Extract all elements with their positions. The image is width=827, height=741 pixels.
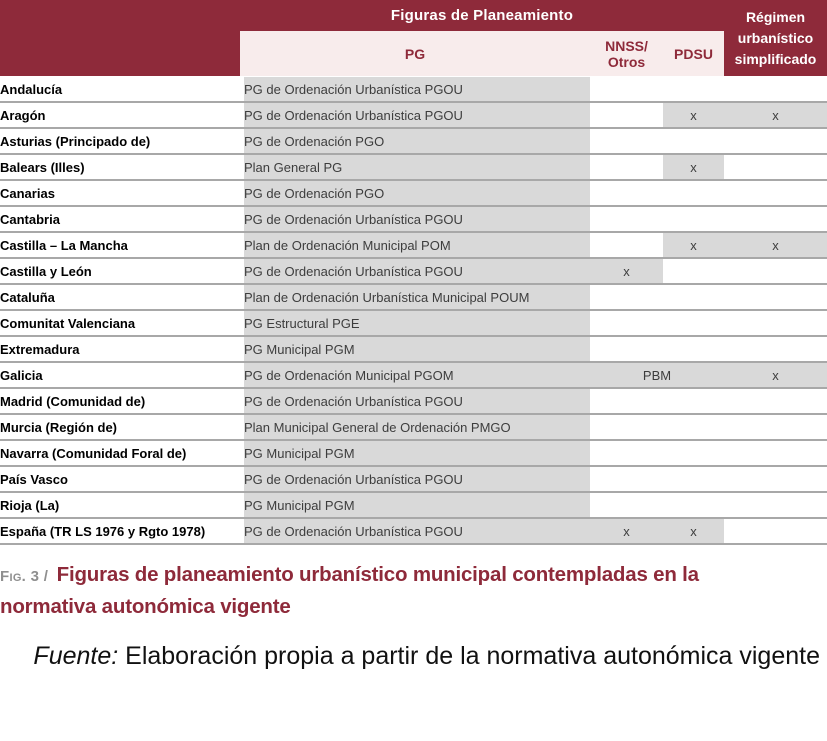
region-name-cell: Asturias (Principado de) [0,128,240,154]
mark-cell: x [663,232,724,258]
table-row [0,440,827,466]
mark-cell [724,336,827,362]
mark-cell [590,102,663,128]
mark-cell [724,180,827,206]
pg-figure-cell: PG de Ordenación Urbanística PGOU [244,388,590,414]
table-header [0,0,827,76]
region-name-cell: Cantabria [0,206,240,232]
column-header-nnss-otros [590,31,663,76]
pg-figure-cell: PG de Ordenación Urbanística PGOU [244,206,590,232]
table-row [0,154,827,180]
mark-cell: x [724,362,827,388]
region-name-cell: Castilla – La Mancha [0,232,240,258]
region-name-cell: Galicia [0,362,240,388]
table-row [0,232,827,258]
mark-cell: x [724,232,827,258]
mark-cell [590,180,663,206]
mark-cell [663,180,724,206]
mark-cell [724,414,827,440]
mark-cell [590,128,663,154]
mark-cell [724,284,827,310]
mark-cell [724,518,827,544]
pg-figure-cell: PG de Ordenación Urbanística PGOU [244,77,590,102]
source-note [0,640,820,673]
pg-figure-cell: PG de Ordenación Urbanística PGOU [244,258,590,284]
mark-cell [724,388,827,414]
mark-cell [663,336,724,362]
pg-figure-cell: Plan de Ordenación Municipal POM [244,232,590,258]
pg-figure-cell: Plan General PG [244,154,590,180]
planning-figures-table [0,77,827,545]
column-header-pdsu: PDSU [674,45,713,62]
mark-cell [590,206,663,232]
pg-figure-cell: PG Municipal PGM [244,440,590,466]
pg-figure-cell: PG Estructural PGE [244,310,590,336]
mark-cell [724,466,827,492]
source-label: Fuente: [33,642,119,670]
pg-figure-cell: PG de Ordenación Urbanística PGOU [244,518,590,544]
table-row [0,258,827,284]
mark-cell [724,206,827,232]
table-row [0,310,827,336]
figure-title: Figuras de planeamiento urbanístico municipal contempladas en la normativa autonómica vigente [0,563,699,618]
nnss-line1: NNSS/ [605,37,648,54]
region-name-cell: España (TR LS 1976 y Rgto 1978) [0,518,240,544]
region-name-cell: Aragón [0,102,240,128]
region-name-cell: Andalucía [0,77,240,102]
region-name-cell: Extremadura [0,336,240,362]
mark-cell [724,258,827,284]
pg-figure-cell: PG Municipal PGM [244,336,590,362]
table-row [0,180,827,206]
table-row [0,336,827,362]
region-name-cell: País Vasco [0,466,240,492]
mark-cell [663,258,724,284]
region-name-cell: Cataluña [0,284,240,310]
mark-cell [724,77,827,102]
mark-cell [663,466,724,492]
mark-cell [590,466,663,492]
mark-cell [724,128,827,154]
mark-cell [590,440,663,466]
figure-caption [0,560,800,624]
mark-cell: x [663,518,724,544]
table-row [0,206,827,232]
region-name-cell: Canarias [0,180,240,206]
figure-number: Fig. 3 / [0,568,49,585]
region-name-cell: Navarra (Comunidad Foral de) [0,440,240,466]
table-row [0,466,827,492]
mark-cell [663,414,724,440]
table-row [0,492,827,518]
mark-cell [663,77,724,102]
region-name-cell: Comunitat Valenciana [0,310,240,336]
mark-cell [724,310,827,336]
mark-cell: PBM [590,362,724,388]
region-name-cell: Balears (Illes) [0,154,240,180]
table-row [0,284,827,310]
mark-cell [590,336,663,362]
mark-cell [663,440,724,466]
nnss-line2: Otros [607,53,646,70]
mark-cell [663,284,724,310]
mark-cell: x [590,518,663,544]
mark-cell: x [724,102,827,128]
pg-figure-cell: PG de Ordenación Urbanística PGOU [244,102,590,128]
mark-cell [590,414,663,440]
mark-cell [663,206,724,232]
mark-cell [590,388,663,414]
table-row [0,77,827,102]
region-name-cell: Murcia (Región de) [0,414,240,440]
pg-figure-cell: PG de Ordenación Urbanística PGOU [244,466,590,492]
mark-cell: x [663,102,724,128]
pg-figure-cell: Plan Municipal General de Ordenación PMGO [244,414,590,440]
mark-cell [724,154,827,180]
table-row [0,414,827,440]
table-row [0,128,827,154]
region-name-cell: Rioja (La) [0,492,240,518]
mark-cell [590,492,663,518]
mark-cell [724,492,827,518]
subheader-band [240,31,724,76]
pg-figure-cell: PG de Ordenación PGO [244,128,590,154]
mark-cell [590,154,663,180]
mark-cell: x [663,154,724,180]
region-name-cell: Madrid (Comunidad de) [0,388,240,414]
pg-figure-cell: PG de Ordenación PGO [244,180,590,206]
table-row [0,518,827,544]
table-row [0,388,827,414]
mark-cell [590,232,663,258]
mark-cell [590,310,663,336]
mark-cell [663,388,724,414]
region-name-cell: Castilla y León [0,258,240,284]
pg-figure-cell: Plan de Ordenación Urbanística Municipal POUM [244,284,590,310]
column-header-regimen: Régimen urbanístico simplificado [734,8,817,67]
column-header-pg: PG [404,45,426,62]
source-text: Elaboración propia a partir de la normativa autonómica vigente [118,642,820,670]
mark-cell [663,310,724,336]
mark-cell [663,128,724,154]
figures-group-title: Figuras de Planeamiento [390,7,574,24]
table-body [0,77,827,544]
mark-cell [590,284,663,310]
pg-figure-cell: PG Municipal PGM [244,492,590,518]
mark-cell [724,440,827,466]
mark-cell [590,77,663,102]
mark-cell [663,492,724,518]
table-row [0,102,827,128]
table-row [0,362,827,388]
pg-figure-cell: PG de Ordenación Municipal PGOM [244,362,590,388]
mark-cell: x [590,258,663,284]
